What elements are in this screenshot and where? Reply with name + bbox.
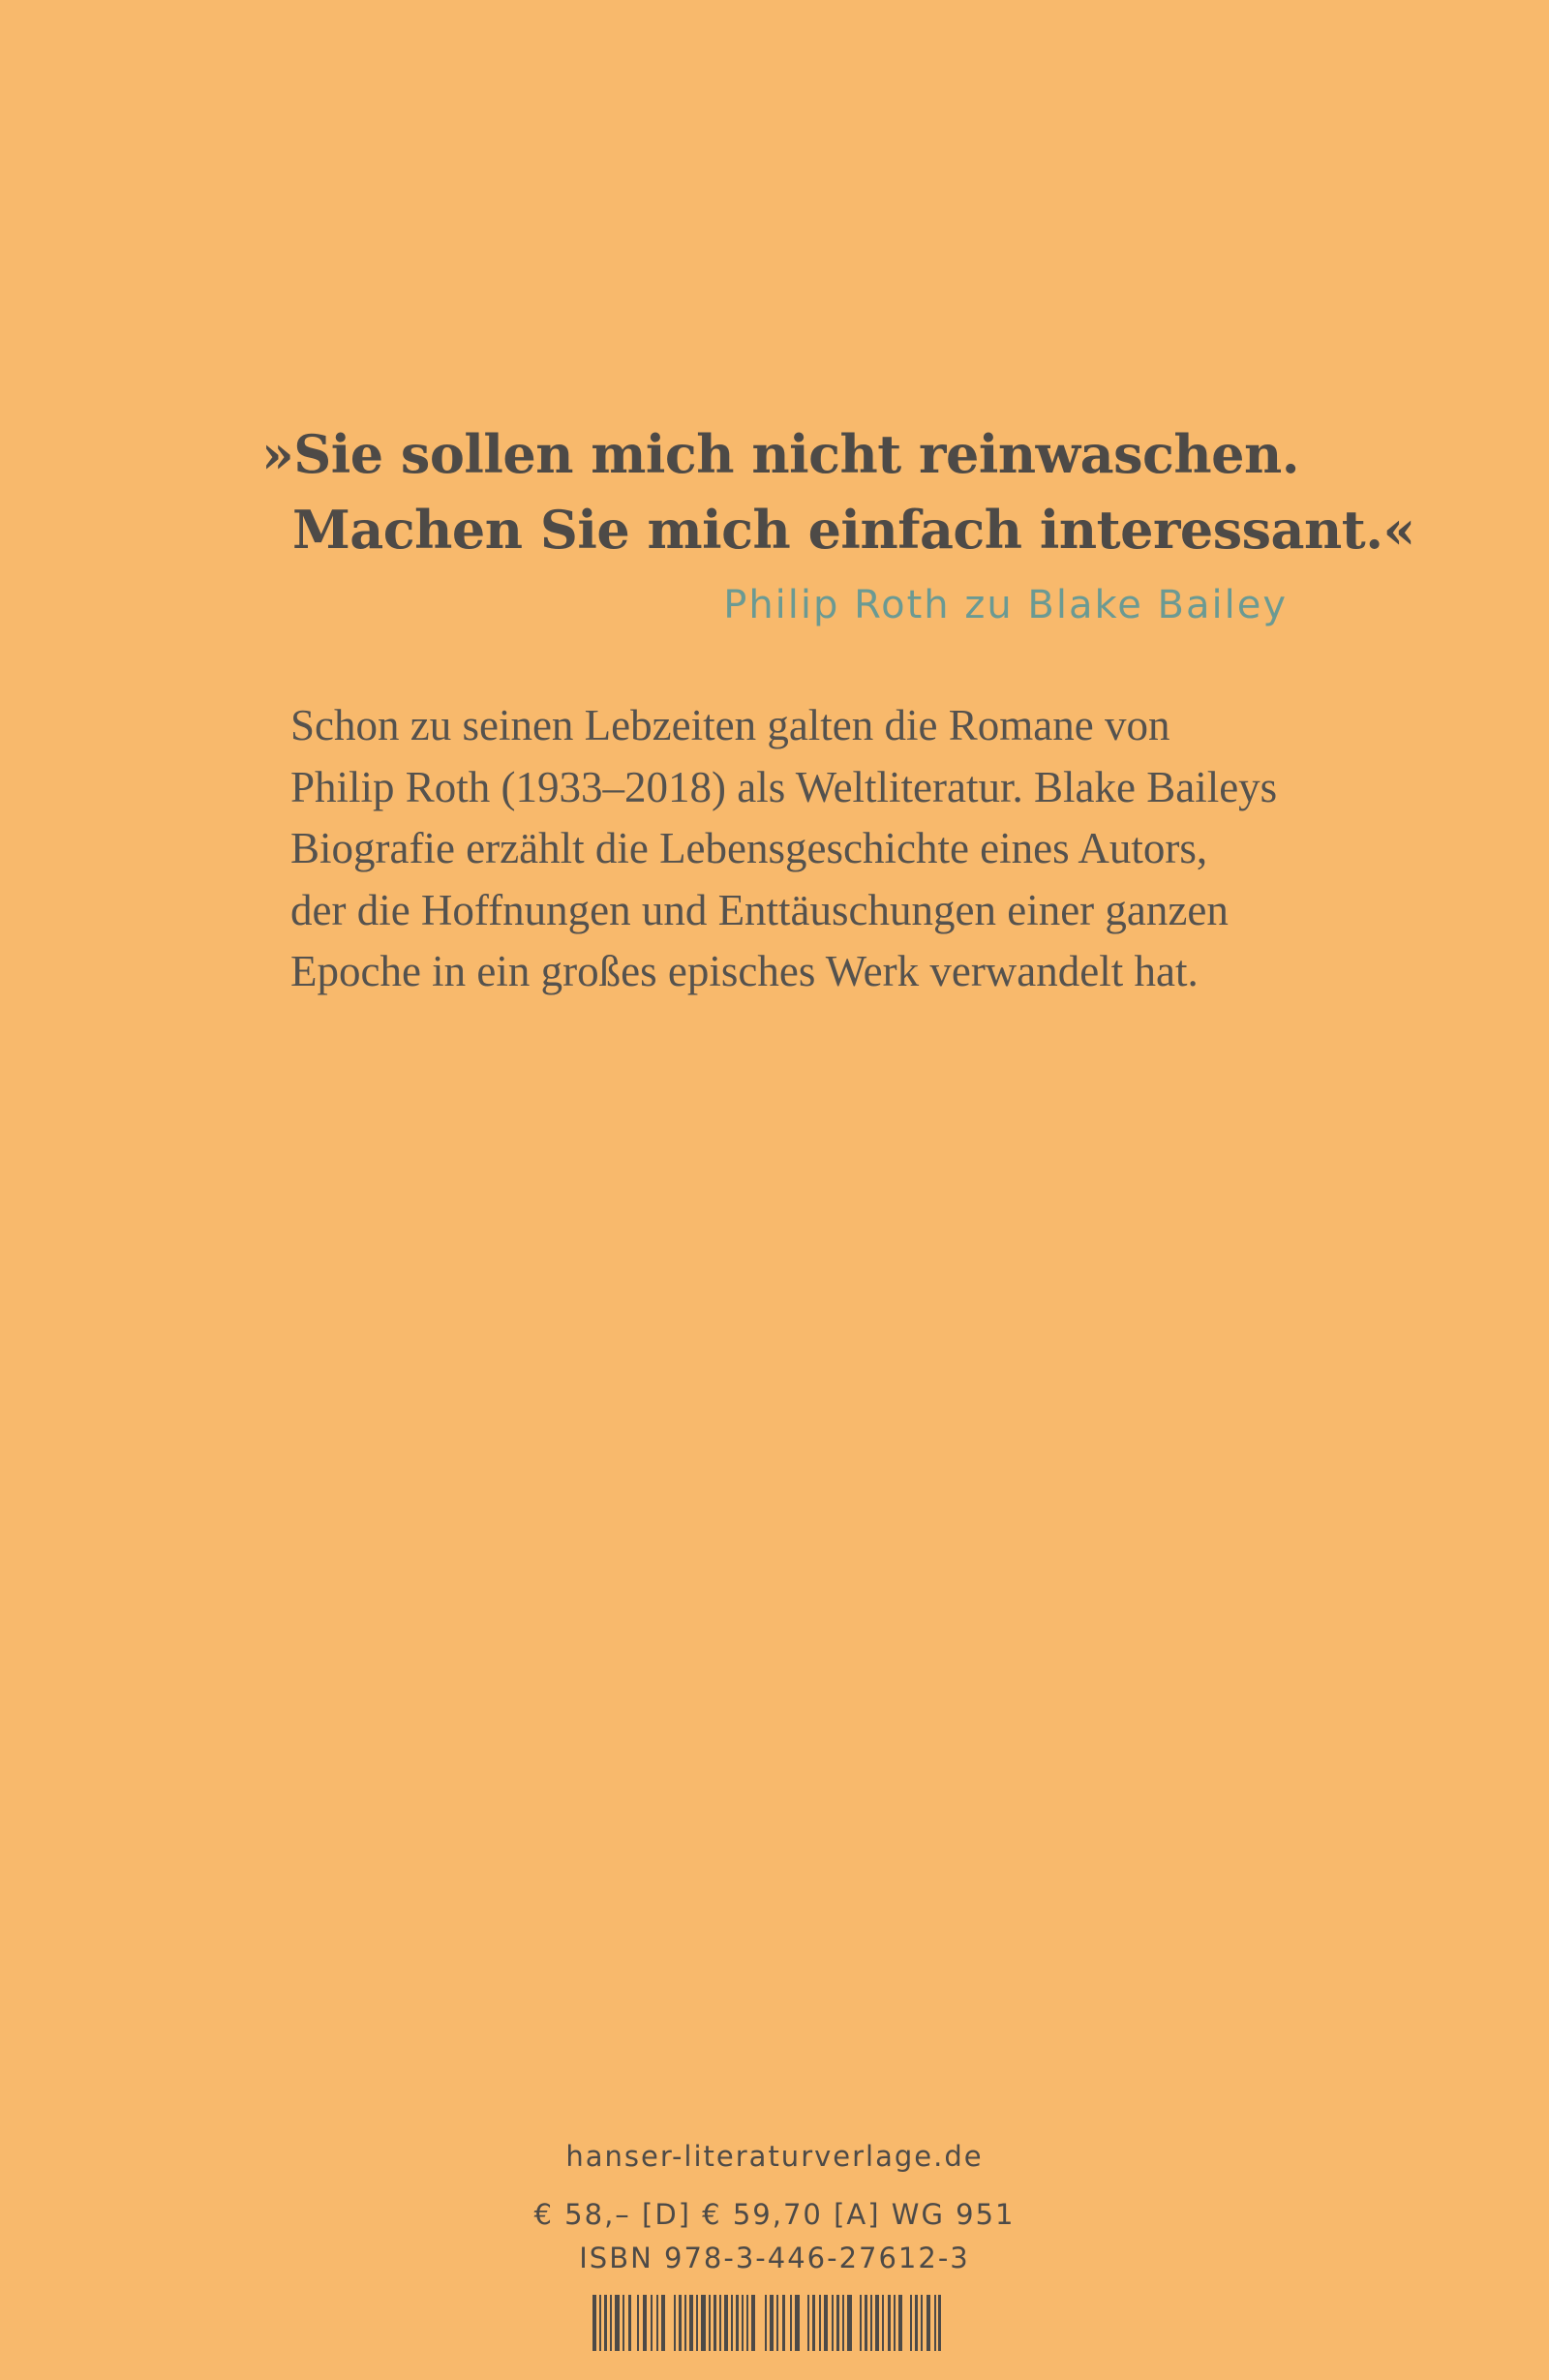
blurb-line: Biografie erzählt die Lebensgeschichte eines Autors, (290, 824, 1208, 872)
blurb-line: Philip Roth (1933–2018) als Weltliteratur. Blake Baileys (290, 762, 1278, 811)
barcode-icon (592, 2295, 941, 2351)
publisher-website: hanser-literaturverlage.de (565, 2140, 984, 2173)
blurb-line: Epoche in ein großes episches Werk verwandelt hat. (290, 947, 1199, 995)
price-info: € 58,– [D] € 59,70 [A] WG 951 (533, 2198, 1016, 2231)
quote-attribution: Philip Roth zu Blake Bailey (723, 583, 1288, 627)
quote-line-1: »Sie sollen mich nicht reinwaschen. (261, 423, 1300, 485)
isbn-number: ISBN 978-3-446-27612-3 (579, 2242, 970, 2274)
barcode-bars (592, 2295, 941, 2351)
blurb-line: der die Hoffnungen und Enttäuschungen einer ganzen (290, 885, 1229, 934)
author-quote (261, 416, 1415, 567)
quote-line-2: Machen Sie mich einfach interessant.« (292, 499, 1415, 561)
book-blurb (290, 695, 1355, 1003)
blurb-line: Schon zu seinen Lebzeiten galten die Romane von (290, 701, 1170, 749)
